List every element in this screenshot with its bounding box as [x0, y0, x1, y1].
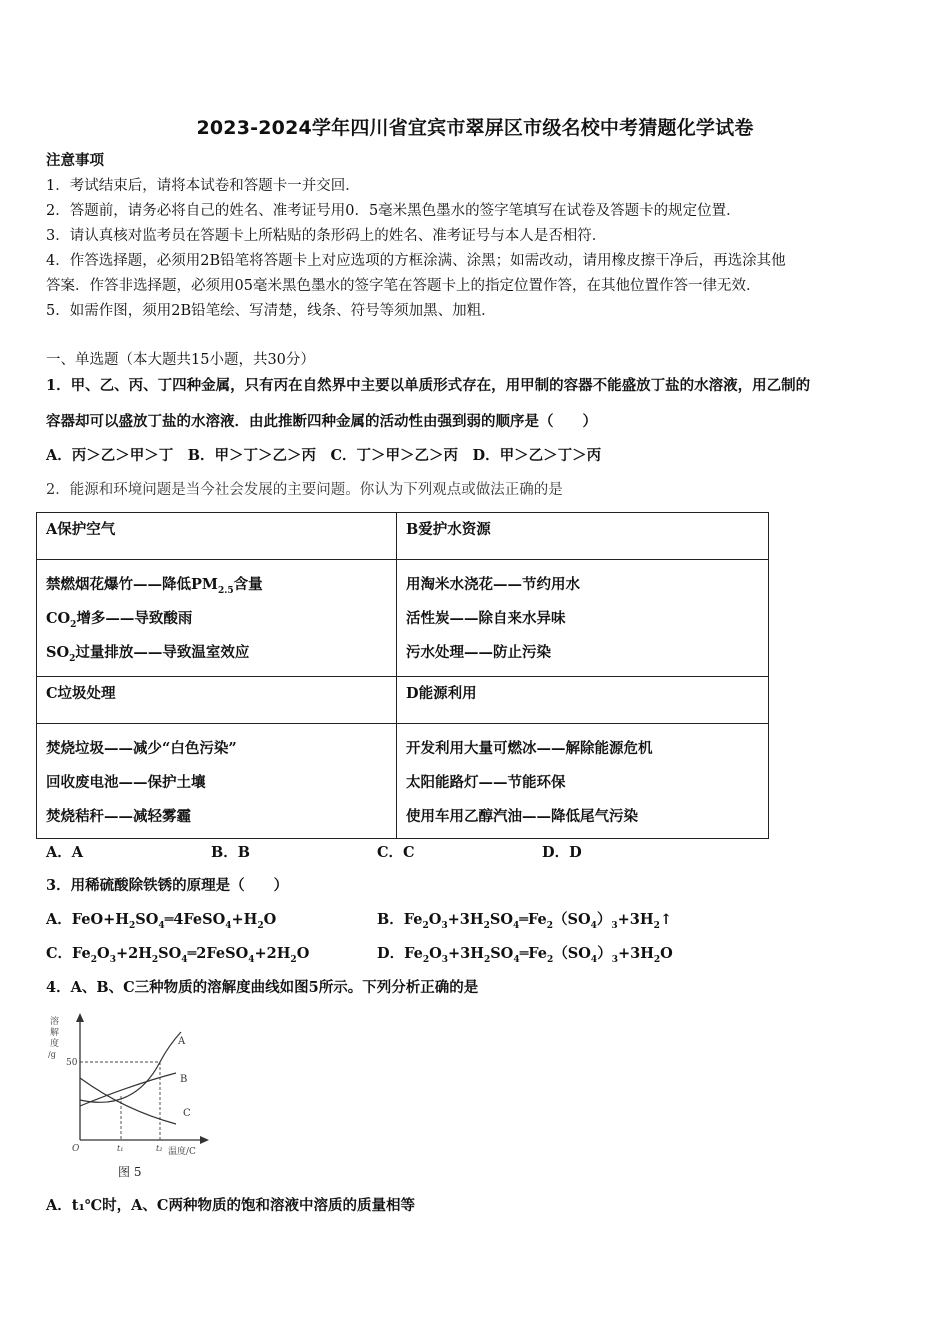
- notice-item: 3．请认真核对监考员在答题卡上所粘贴的条形码上的姓名、准考证号与本人是否相符．: [46, 228, 607, 244]
- figure-caption: 图 5: [118, 1165, 142, 1179]
- y-axis-arrow-icon: [76, 1013, 84, 1022]
- q4-stem: 4．A、B、C三种物质的溶解度曲线如图5所示。下列分析正确的是: [46, 979, 479, 996]
- y-label-char: 溶: [50, 1017, 60, 1027]
- y-label-char: 解: [50, 1028, 60, 1038]
- q2-option-b: B．B: [211, 844, 251, 861]
- y-label-char: 度: [50, 1039, 60, 1049]
- q2-option-d: D．D: [542, 844, 582, 861]
- section-heading: 一、单选题（本大题共15小题，共30分）: [46, 352, 315, 368]
- x-axis-label: 温度/C: [168, 1147, 196, 1157]
- y-tick-50: 50: [66, 1058, 78, 1068]
- q3-stem: 3．用稀硫酸除铁锈的原理是（ ）: [46, 877, 289, 894]
- q2-stem: 2．能源和环境问题是当今社会发展的主要问题。你认为下列观点或做法正确的是: [46, 482, 563, 498]
- table-cell-a-head: A保护空气: [37, 513, 397, 560]
- table-cell-c-body: 焚烧垃圾——减少“白色污染” 回收废电池——保护土壤 焚烧秸秆——减轻雾霾: [37, 724, 397, 839]
- q2-options-table: [36, 512, 769, 839]
- curve-b-label: B: [180, 1074, 188, 1085]
- q2-option-c: C．C: [377, 844, 415, 861]
- page-title: 2023-2024学年四川省宜宾市翠屏区市级名校中考猜题化学试卷: [196, 117, 754, 139]
- curve-a: [80, 1032, 181, 1102]
- table-cell-d-body: 开发利用大量可燃冰——解除能源危机 太阳能路灯——节能环保 使用车用乙醇汽油——降低尾气污染: [397, 724, 769, 839]
- table-cell-d-head: D能源利用: [397, 677, 769, 724]
- notice-item: 1．考试结束后，请将本试卷和答题卡一并交回．: [46, 178, 360, 194]
- notice-item: 4．作答选择题，必须用2B铅笔将答题卡上对应选项的方框涂满、涂黑；如需改动，请用橡皮擦干净后，再选涂其他: [46, 253, 786, 269]
- curve-c: [80, 1078, 176, 1124]
- notice-item: 答案．作答非选择题，必须用05毫米黑色墨水的签字笔在答题卡上的指定位置作答，在其他位置作答一律无效．: [46, 278, 761, 294]
- x-axis-arrow-icon: [200, 1136, 209, 1144]
- origin-label: O: [72, 1144, 80, 1154]
- curve-a-label: A: [178, 1036, 186, 1047]
- curve-b: [80, 1073, 176, 1106]
- t2-label: t₂: [156, 1144, 163, 1153]
- q3-option-a: A．$FeO+H_2SO_4═4FeSO_4+H_2O$: [46, 911, 277, 931]
- notice-item: 2．答题前，请务必将自己的姓名、准考证号用0．5毫米黑色墨水的签字笔填写在试卷及答题卡的规定位置．: [46, 203, 741, 219]
- q1-stem-line2: 容器却可以盛放丁盐的水溶液．由此推断四种金属的活动性由强到弱的顺序是（ ）: [46, 413, 597, 430]
- table-cell-c-head: C垃圾处理: [37, 677, 397, 724]
- q4-option-a: A．t₁℃时，A、C两种物质的饱和溶液中溶质的质量相等: [46, 1197, 415, 1214]
- table-cell-b-body: 用淘米水浇花——节约用水 活性炭——除自来水异味 污水处理——防止污染: [397, 560, 769, 677]
- q3-option-b: B．$Fe_2O_3+3H_2SO_4═Fe_2(SO_4)_3+3H_2↑$: [377, 911, 672, 931]
- q3-option-d: D．$Fe_2O_3+3H_2SO_4═Fe_2(SO_4)_3+3H_2O$: [377, 945, 673, 965]
- solubility-curve-figure: [44, 1010, 224, 1180]
- y-label-unit: /g: [48, 1050, 56, 1059]
- notice-heading: 注意事项: [46, 152, 104, 169]
- curve-c-label: C: [183, 1108, 191, 1119]
- table-cell-a-body: 禁燃烟花爆竹——降低$PM_{2.5}$含量 $CO_2$增多——导致酸雨 $SO_2$过量排放——导致温室效应: [37, 560, 397, 677]
- notice-item: 5．如需作图，须用2B铅笔绘、写清楚，线条、符号等须加黑、加粗．: [46, 303, 496, 319]
- q3-option-c: C．$Fe_2O_3+2H_2SO_4═2FeSO_4+2H_2O$: [46, 945, 310, 965]
- t1-label: t₁: [117, 1144, 124, 1153]
- table-cell-b-head: B爱护水资源: [397, 513, 769, 560]
- q1-options: A．丙＞乙＞甲＞丁 B．甲＞丁＞乙＞丙 C．丁＞甲＞乙＞丙 D．甲＞乙＞丁＞丙: [46, 447, 602, 464]
- q2-option-a: A．A: [46, 844, 84, 861]
- q1-stem-line1: 1．甲、乙、丙、丁四种金属，只有丙在自然界中主要以单质形式存在，用甲制的容器不能盛放丁盐的水溶液，用乙制的: [46, 377, 811, 394]
